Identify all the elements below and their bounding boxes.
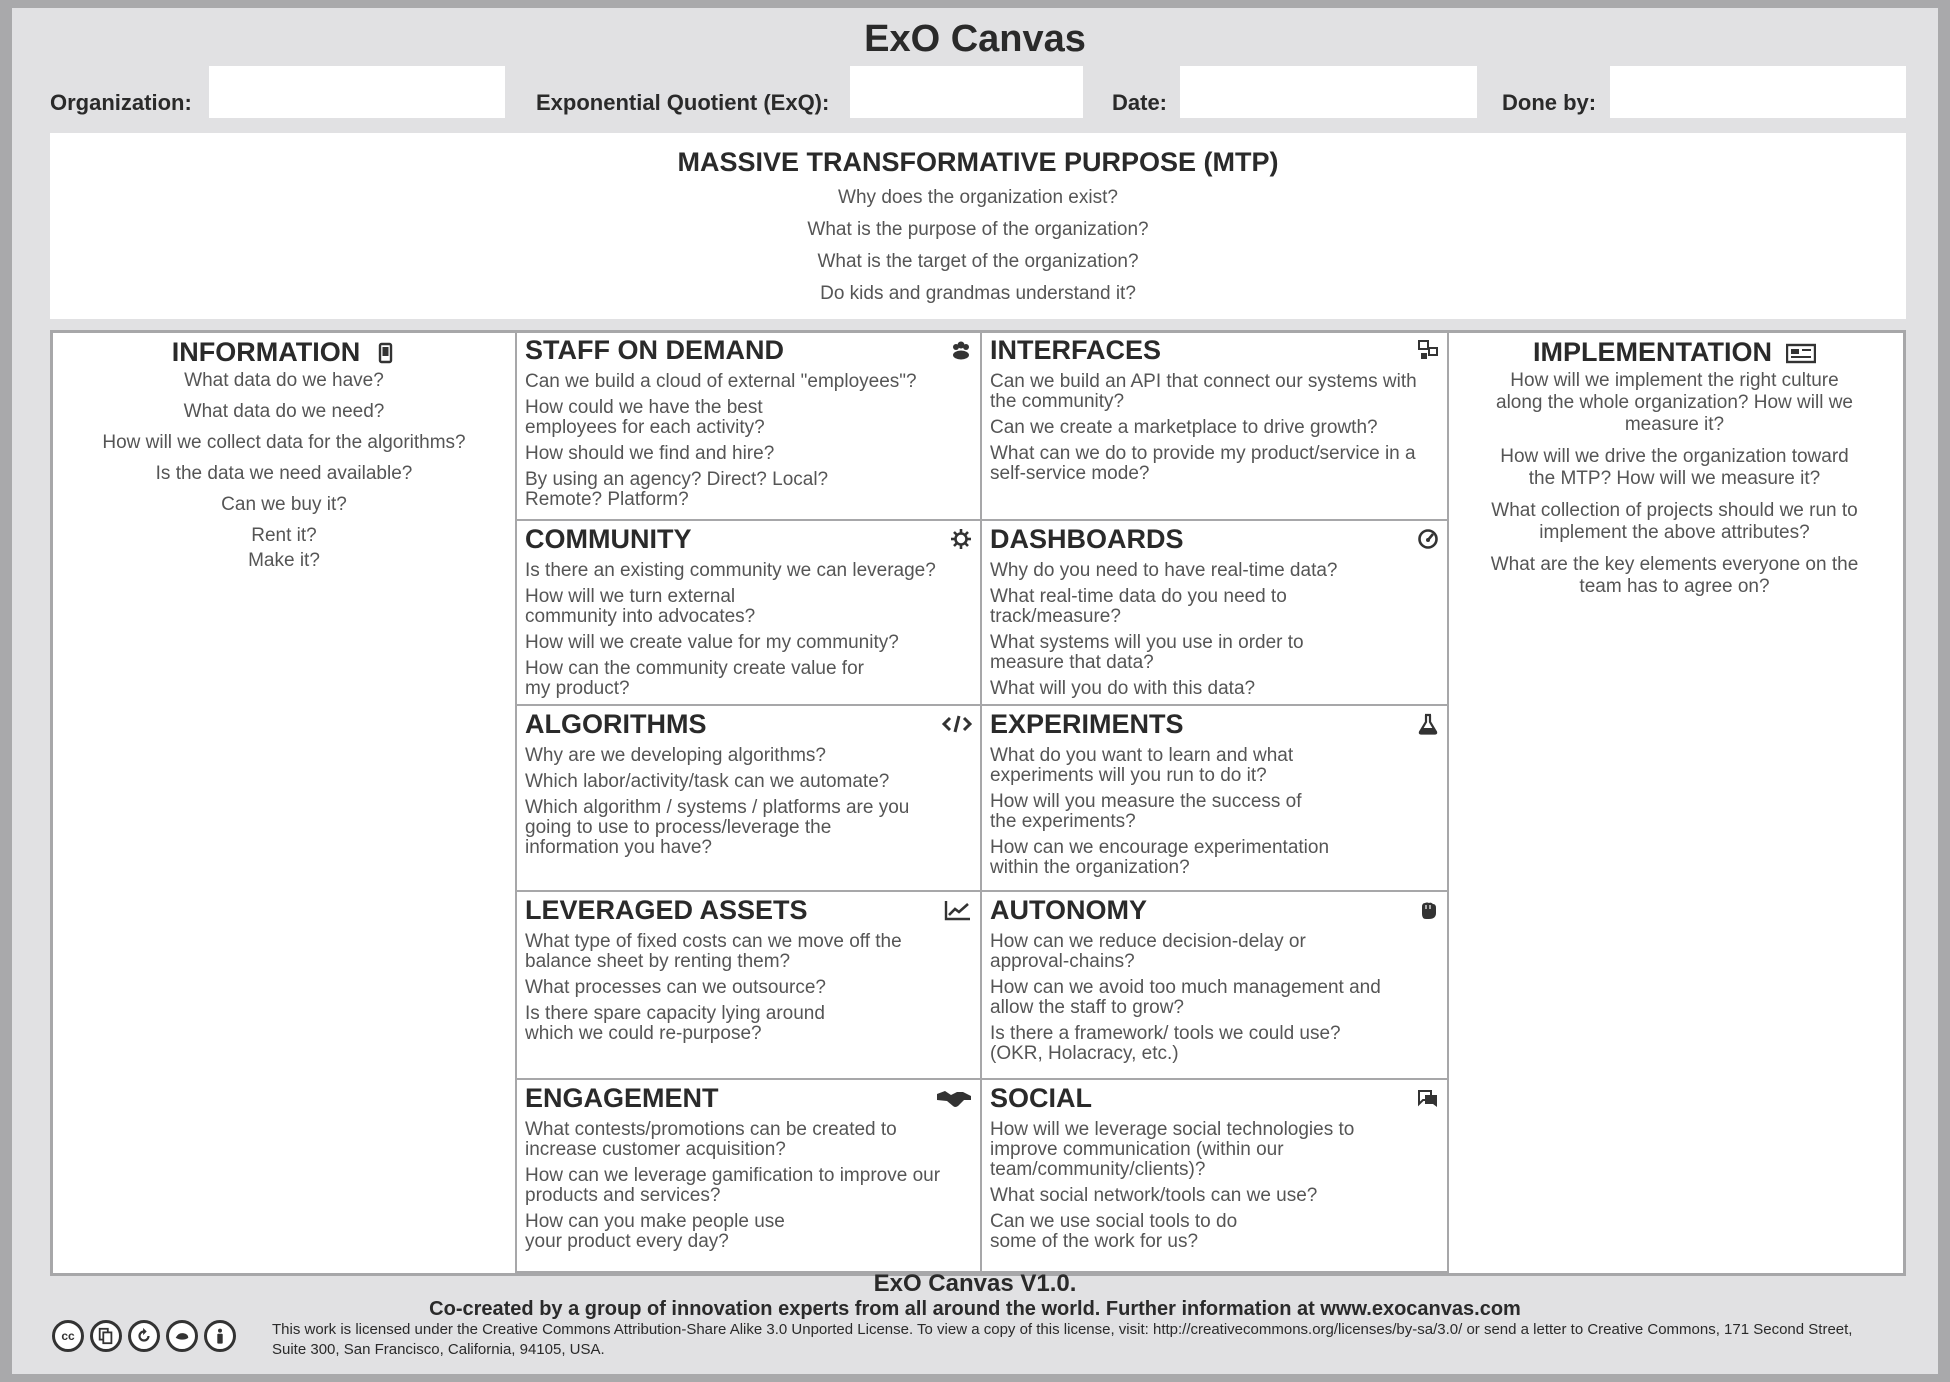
tablet-icon — [374, 342, 396, 364]
exq-label: Exponential Quotient (ExQ): — [536, 90, 830, 115]
information-question: Is the data we need available? — [155, 463, 413, 484]
implementation-question: What are the key elements everyone on the team has to agree on? — [1490, 554, 1859, 597]
staff-on-demand-question: By using an agency? Direct? Local? Remote? Platform? — [525, 469, 829, 510]
algorithms-section[interactable] — [515, 704, 982, 892]
interfaces-question: Can we create a marketplace to drive growth? — [990, 417, 1378, 438]
interfaces-icon — [1417, 339, 1439, 361]
attribution-icon — [204, 1320, 236, 1352]
mtp-section[interactable] — [50, 133, 1906, 319]
implementation-question: How will we drive the organization toward the MTP? How will we measure it? — [1500, 446, 1849, 489]
experiments-question: How can we encourage experimentation within the organization? — [990, 837, 1330, 878]
community-question: How will we create value for my community? — [525, 632, 899, 653]
doneby-field[interactable] — [1610, 66, 1906, 118]
canvas-sheet — [12, 8, 1938, 1374]
social-section[interactable] — [980, 1078, 1449, 1273]
dashboards-section[interactable] — [980, 519, 1449, 706]
handshake-icon — [936, 1087, 972, 1109]
implementation-question: What collection of projects should we run to implement the above attributes? — [1491, 500, 1858, 543]
leveraged-assets-question: What type of fixed costs can we move off the balance sheet by renting them? — [525, 931, 902, 972]
trend-chart-icon — [944, 899, 972, 921]
autonomy-section[interactable] — [980, 890, 1449, 1080]
engagement-question: How can you make people use your product every day? — [525, 1211, 785, 1252]
information-question: Make it? — [248, 550, 320, 571]
cc-icon: cc — [52, 1320, 84, 1352]
exq-field[interactable] — [850, 66, 1083, 118]
experiments-section[interactable] — [980, 704, 1449, 892]
license-icons — [52, 1320, 236, 1352]
dashboards-question: Why do you need to have real-time data? — [990, 560, 1338, 581]
interfaces-question: Can we build an API that connect our systems with the community? — [990, 371, 1417, 412]
staff-on-demand-question: Can we build a cloud of external "employees"? — [525, 371, 917, 392]
community-question: How will we turn external community into advocates? — [525, 586, 756, 627]
interfaces-title: INTERFACES — [990, 335, 1162, 365]
implementation-question: How will we implement the right culture along the whole organization? How will we measure it? — [1496, 370, 1853, 435]
dashboards-title: DASHBOARDS — [990, 524, 1184, 554]
information-question: What data do we have? — [184, 370, 384, 391]
experiments-question: What do you want to learn and what experiments will you run to do it? — [990, 745, 1294, 786]
interfaces-section[interactable] — [980, 330, 1449, 521]
social-question: How will we leverage social technologies to improve communication (within our team/community/clients)? — [990, 1119, 1355, 1180]
share-alike-icon — [128, 1320, 160, 1352]
autonomy-question: How can we avoid too much management and allow the staff to grow? — [990, 977, 1381, 1018]
footer-title: ExO Canvas V1.0. — [873, 1270, 1077, 1297]
mtp-title: MASSIVE TRANSFORMATIVE PURPOSE (MTP) — [677, 147, 1279, 177]
presentation-icon — [1786, 342, 1816, 364]
experiments-title: EXPERIMENTS — [990, 709, 1184, 739]
dashboards-question: What will you do with this data? — [990, 678, 1256, 699]
information-question: Can we buy it? — [221, 494, 347, 515]
mtp-question: Why does the organization exist? — [838, 187, 1118, 208]
leveraged-assets-title: LEVERAGED ASSETS — [525, 895, 808, 925]
community-title: COMMUNITY — [525, 524, 692, 554]
social-question: What social network/tools can we use? — [990, 1185, 1318, 1206]
leveraged-assets-section[interactable] — [515, 890, 982, 1080]
leveraged-assets-question: What processes can we outsource? — [525, 977, 826, 998]
chat-bubbles-icon — [1417, 1087, 1439, 1109]
social-question: Can we use social tools to do some of the work for us? — [990, 1211, 1238, 1252]
community-question: Is there an existing community we can leverage? — [525, 560, 936, 581]
license-text: This work is licensed under the Creative Commons Attribution-Share Alike 3.0 Unported License. To view a copy of this license, visit: http://creativecommons.org/licenses/by-sa/3.0/ or send a letter to Creative Commons, 171 Second Street, Suite 300, San Francisco, California, 94105, USA. — [272, 1321, 1853, 1358]
social-title: SOCIAL — [990, 1083, 1093, 1113]
canvas-grid — [50, 330, 1906, 1276]
dashboards-question: What real-time data do you need to track/measure? — [990, 586, 1287, 627]
staff-on-demand-question: How should we find and hire? — [525, 443, 775, 464]
mtp-question: What is the target of the organization? — [817, 251, 1139, 272]
algorithms-question: Which labor/activity/task can we automate? — [525, 771, 890, 792]
flask-icon — [1417, 713, 1439, 735]
algorithms-question: Why are we developing algorithms? — [525, 745, 826, 766]
staff-on-demand-section[interactable] — [515, 330, 982, 521]
fist-icon — [1417, 899, 1439, 921]
mtp-question: What is the purpose of the organization? — [807, 219, 1149, 240]
code-icon — [942, 713, 972, 735]
staff-on-demand-question: How could we have the best employees for each activity? — [525, 397, 765, 438]
staff-on-demand-title: STAFF ON DEMAND — [525, 335, 784, 365]
noncommercial-icon — [166, 1320, 198, 1352]
organization-label: Organization: — [50, 90, 192, 115]
information-section[interactable] — [53, 333, 515, 1273]
page-title: ExO Canvas — [864, 18, 1086, 60]
information-question: What data do we need? — [183, 401, 385, 422]
community-section[interactable] — [515, 519, 982, 706]
footer-subtitle: Co-created by a group of innovation experts from all around the world. Further information at www.exocanvas.com — [429, 1298, 1521, 1320]
information-title: INFORMATION — [171, 337, 361, 367]
interfaces-question: What can we do to provide my product/service in a self-service mode? — [990, 443, 1416, 484]
people-icon — [950, 339, 972, 361]
algorithms-question: Which algorithm / systems / platforms are you going to use to process/leverage the information you have? — [525, 797, 910, 858]
information-question: How will we collect data for the algorithms? — [102, 432, 466, 453]
engagement-question: How can we leverage gamification to improve our products and services? — [525, 1165, 941, 1206]
date-field[interactable] — [1180, 66, 1477, 118]
gear-icon — [950, 528, 972, 550]
date-label: Date: — [1112, 90, 1168, 115]
mtp-question: Do kids and grandmas understand it? — [820, 283, 1136, 304]
autonomy-question: Is there a framework/ tools we could use? (OKR, Holacracy, etc.) — [990, 1023, 1341, 1064]
autonomy-title: AUTONOMY — [990, 895, 1148, 925]
implementation-section[interactable] — [1446, 333, 1903, 1273]
organization-field[interactable] — [209, 66, 505, 118]
engagement-question: What contests/promotions can be created to increase customer acquisition? — [525, 1119, 897, 1160]
information-question: Rent it? — [251, 525, 317, 546]
leveraged-assets-question: Is there spare capacity lying around which we could re-purpose? — [525, 1003, 825, 1044]
dashboards-question: What systems will you use in order to measure that data? — [990, 632, 1304, 673]
copy-icon — [90, 1320, 122, 1352]
autonomy-question: How can we reduce decision-delay or approval-chains? — [990, 931, 1306, 972]
engagement-title: ENGAGEMENT — [525, 1083, 719, 1113]
community-question: How can the community create value for my product? — [525, 658, 864, 699]
experiments-question: How will you measure the success of the experiments? — [990, 791, 1302, 832]
engagement-section[interactable] — [515, 1078, 982, 1273]
algorithms-title: ALGORITHMS — [525, 709, 707, 739]
gauge-icon — [1417, 528, 1439, 550]
implementation-title: IMPLEMENTATION — [1533, 337, 1772, 367]
doneby-label: Done by: — [1502, 90, 1597, 115]
